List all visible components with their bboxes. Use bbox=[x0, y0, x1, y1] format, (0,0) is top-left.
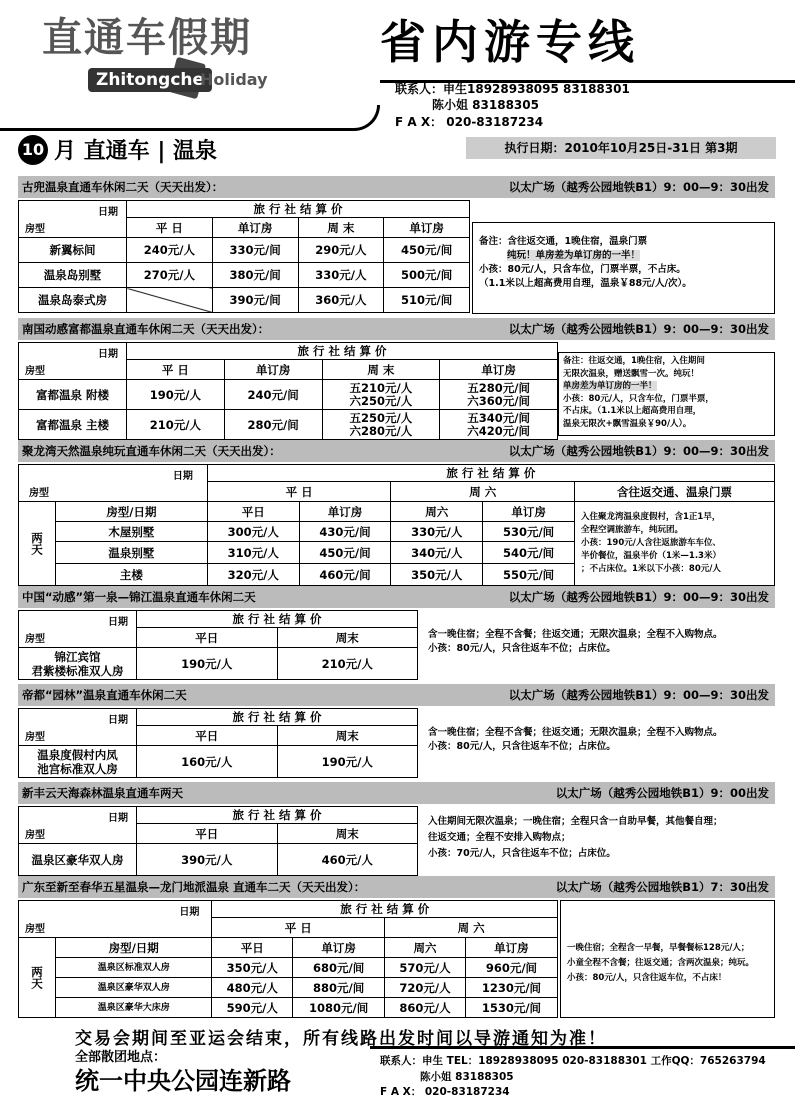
cell: 富都温泉 附楼 bbox=[19, 380, 127, 410]
note-line: 单房差为单订房的一半！ bbox=[563, 381, 657, 391]
settle-header: 旅 行 社 结 算 价 bbox=[137, 709, 418, 726]
room-label: 房型 bbox=[25, 830, 45, 841]
section-depart: 以太广场（越秀公园地铁B1）9：00—9：30出发 bbox=[508, 688, 769, 702]
cell-line: 六280元/人 bbox=[349, 423, 413, 438]
settle-header: 旅 行 社 结 算 价 bbox=[207, 465, 774, 482]
cell: 300元/人 bbox=[207, 522, 299, 542]
cell: 210元/人 bbox=[277, 648, 418, 680]
col-header: 周末 bbox=[277, 726, 418, 746]
cell: 温泉区豪华双人房 bbox=[19, 844, 137, 876]
cell: 周六 bbox=[385, 938, 466, 958]
section-header bbox=[18, 684, 775, 706]
settle-header: 旅 行 社 结 算 价 bbox=[212, 901, 558, 918]
room-label: 房型 bbox=[29, 488, 49, 499]
footer-divider bbox=[370, 1046, 795, 1049]
section-header bbox=[18, 440, 775, 462]
cell: 290元/人 bbox=[298, 238, 384, 263]
cell: 190元/人 bbox=[277, 746, 418, 778]
cell: 房型/日期 bbox=[56, 502, 208, 522]
note-line: 小孩：190元/人含往返旅游车车位、 bbox=[581, 538, 721, 548]
note-line: 含一晚住宿；全程不含餐；往返交通；无限次温泉；全程不入购物点。 bbox=[428, 629, 723, 640]
footer-contact-1: 联系人：申生 TEL：18928938095 020-83188301 工作QQ：765263794 bbox=[380, 1055, 766, 1067]
cell-line: 五280元/间 bbox=[467, 380, 530, 395]
cell: 温泉区豪华大床房 bbox=[56, 998, 212, 1018]
cell: 温泉岛泰式房 bbox=[19, 288, 127, 313]
section-title: 新丰云天海森林温泉直通车两天 bbox=[22, 786, 183, 800]
table-row bbox=[19, 380, 558, 410]
cell: 平日 bbox=[207, 502, 299, 522]
note-line: 小孩：80元/人，只含车位，门票半票，不占床。 bbox=[479, 264, 686, 275]
col-header: 周 六 bbox=[391, 482, 575, 502]
cell-line: 君紫楼标准双人房 bbox=[31, 663, 124, 678]
col-header: 周 末 bbox=[298, 218, 384, 238]
fax: F A X： 020-83187234 bbox=[395, 115, 544, 129]
month-label: 月 直通车 | 温泉 bbox=[54, 139, 218, 164]
cell: 210元/人 bbox=[127, 410, 225, 440]
price-table bbox=[18, 708, 418, 778]
note-line: 温泉无限次+飘雪温泉￥90/人）。 bbox=[563, 418, 692, 429]
section-jinjiang bbox=[18, 586, 775, 680]
cell: 单订房 bbox=[299, 502, 391, 522]
note-line: 无限次温泉，赠送飘雪一次。纯玩！ bbox=[563, 368, 700, 379]
cell: 460元/间 bbox=[299, 564, 391, 586]
note-box bbox=[558, 352, 775, 436]
date-label: 日期 bbox=[179, 907, 200, 918]
room-label: 房型 bbox=[25, 366, 45, 377]
section-title: 南国动感富都温泉直通车休闲二天（天天出发）： bbox=[22, 322, 270, 336]
cell: 450元/间 bbox=[299, 542, 391, 564]
cell bbox=[322, 410, 440, 440]
col-header: 单订房 bbox=[440, 360, 558, 380]
cell: 450元/间 bbox=[384, 238, 470, 263]
table-row bbox=[19, 938, 558, 958]
cell bbox=[440, 410, 558, 440]
cell: 360元/人 bbox=[298, 288, 384, 313]
section-title: 聚龙湾天然温泉纯玩直通车休闲二天（天天出发）： bbox=[22, 444, 281, 458]
cell: 430元/间 bbox=[299, 522, 391, 542]
settle-header: 旅 行 社 结 算 价 bbox=[127, 343, 558, 360]
note-box bbox=[472, 222, 775, 314]
header-corner bbox=[19, 709, 137, 746]
note-line: 小孩：80元/人，只含往返车不位；占床位。 bbox=[428, 741, 616, 752]
date-label: 日期 bbox=[108, 617, 128, 628]
settle-header: 旅 行 社 结 算 价 bbox=[137, 807, 418, 824]
footer-fax: F A X： 020-83187234 bbox=[380, 1086, 510, 1098]
col-header: 周 六 bbox=[385, 918, 558, 938]
date-label: 日期 bbox=[108, 813, 128, 824]
cell: 富都温泉 主楼 bbox=[19, 410, 127, 440]
table-row bbox=[19, 958, 558, 978]
section-didu bbox=[18, 684, 775, 778]
price-table bbox=[18, 200, 470, 313]
cell: 190元/人 bbox=[127, 380, 225, 410]
two-days-label: 两天 bbox=[19, 502, 56, 586]
cell: 平日 bbox=[212, 938, 293, 958]
cell: 530元/间 bbox=[483, 522, 575, 542]
price-table bbox=[18, 806, 418, 876]
note-line: 含一晚住宿；全程不含餐；往返交通；无限次温泉；全程不入购物点。 bbox=[428, 727, 723, 738]
date-label: 日期 bbox=[108, 715, 128, 726]
header-corner bbox=[19, 807, 137, 844]
section-fudu bbox=[18, 318, 775, 440]
cell: 540元/间 bbox=[483, 542, 575, 564]
price-table bbox=[18, 342, 558, 440]
note-box bbox=[422, 806, 775, 872]
date-label: 日期 bbox=[98, 207, 118, 218]
settle-header: 旅 行 社 结 算 价 bbox=[127, 201, 470, 218]
note-line: 小孩：80元/人，只含往返车位，不占床！ bbox=[567, 973, 727, 983]
brand-logo: 直通车假期 bbox=[42, 15, 252, 61]
cell: 1230元/间 bbox=[465, 978, 557, 998]
section-gudou bbox=[18, 176, 775, 313]
cell: 330元/人 bbox=[391, 522, 483, 542]
cell: 320元/人 bbox=[207, 564, 299, 586]
swoosh bbox=[0, 105, 380, 131]
brand-en-1: Zhitongche bbox=[88, 68, 212, 92]
cell: 主楼 bbox=[56, 564, 208, 586]
cell: 1530元/间 bbox=[465, 998, 557, 1018]
cell: 280元/间 bbox=[224, 410, 322, 440]
col-header: 平 日 bbox=[207, 482, 391, 502]
col-header: 平日 bbox=[137, 628, 278, 648]
cell: 240元/间 bbox=[224, 380, 322, 410]
cell: 460元/人 bbox=[277, 844, 418, 876]
table-row bbox=[19, 648, 418, 680]
cell: 单订房 bbox=[465, 938, 557, 958]
footer-message: 交易会期间至亚运会结束，所有线路出发时间以导游通知为准！ bbox=[75, 1029, 607, 1049]
two-days-label: 两天 bbox=[19, 938, 56, 1018]
room-label: 房型 bbox=[25, 924, 45, 935]
note-line: 小童全程不含餐；往返交通；含两次温泉；纯玩。 bbox=[567, 958, 755, 968]
header-corner bbox=[19, 343, 127, 380]
section-depart: 以太广场（越秀公园地铁B1）9：00—9：30出发 bbox=[508, 590, 769, 604]
cell: 340元/人 bbox=[391, 542, 483, 564]
section-header bbox=[18, 176, 775, 198]
cell: 390元/间 bbox=[212, 288, 298, 313]
section-header bbox=[18, 876, 775, 898]
room-label: 房型 bbox=[25, 732, 45, 743]
table-row bbox=[19, 410, 558, 440]
table-row bbox=[19, 844, 418, 876]
cell: 310元/人 bbox=[207, 542, 299, 564]
section-depart: 以太广场（越秀公园地铁B1）9：00—9：30出发 bbox=[508, 180, 769, 194]
cell: 350元/人 bbox=[391, 564, 483, 586]
cell: 570元/人 bbox=[385, 958, 466, 978]
table-row bbox=[19, 998, 558, 1018]
room-label: 房型 bbox=[25, 634, 45, 645]
cell: 550元/间 bbox=[483, 564, 575, 586]
cell: 960元/间 bbox=[465, 958, 557, 978]
header-corner bbox=[19, 901, 212, 938]
table-row bbox=[19, 238, 470, 263]
table-row bbox=[19, 288, 470, 313]
date-label: 日期 bbox=[98, 349, 118, 360]
meet-label: 全部散团地点： bbox=[75, 1050, 167, 1065]
section-title: 古兜温泉直通车休闲二天（天天出发）： bbox=[22, 180, 224, 194]
exec-date: 执行日期：2010年10月25日-31日 第3期 bbox=[466, 137, 776, 159]
note-line: 小孩：80元/人，只含车位，门票半票， bbox=[563, 393, 714, 404]
section-julongwan bbox=[18, 440, 775, 586]
cell: 温泉区豪华双人房 bbox=[56, 978, 212, 998]
cell: 190元/人 bbox=[137, 648, 278, 680]
note-line: 全程空调旅游车，纯玩团。 bbox=[581, 525, 684, 535]
cell: 1080元/间 bbox=[293, 998, 385, 1018]
cell: 新翼标间 bbox=[19, 238, 127, 263]
col-header: 平 日 bbox=[212, 918, 385, 938]
col-header: 周 末 bbox=[322, 360, 440, 380]
col-header: 平日 bbox=[137, 726, 278, 746]
cell-line: 五250元/人 bbox=[349, 410, 413, 425]
date-label: 日期 bbox=[172, 471, 193, 482]
note-line: 小孩：80元/人，只含往返车不位；占床位。 bbox=[428, 643, 616, 654]
section-xinfeng bbox=[18, 782, 775, 876]
col-header: 平 日 bbox=[127, 360, 225, 380]
headline: 省内游专线 bbox=[380, 15, 640, 69]
table-row bbox=[19, 978, 558, 998]
cell-line: 六420元/间 bbox=[467, 423, 530, 438]
note-line: 半价餐位，温泉半价（1米—1.3米） bbox=[581, 551, 721, 561]
room-label: 房型 bbox=[25, 224, 45, 235]
cell: 温泉别墅 bbox=[56, 542, 208, 564]
note-line: 入住期间无限次温泉；一晚住宿；全程只含一自助早餐，其他餐自理； bbox=[428, 816, 723, 827]
note-line: 小孩：70元/人，只含往返车不位；占床位。 bbox=[428, 848, 616, 859]
cell: 单订房 bbox=[483, 502, 575, 522]
brand-en-2: Holiday bbox=[200, 70, 268, 89]
section-title: 广东至新至春华五星温泉—龙门地派温泉 直通车二天（天天出发）： bbox=[22, 880, 366, 894]
section-depart: 以太广场（越秀公园地铁B1）9：00出发 bbox=[555, 786, 769, 800]
header-corner bbox=[19, 201, 127, 238]
cell bbox=[440, 380, 558, 410]
cell: 周六 bbox=[391, 502, 483, 522]
col-header: 周末 bbox=[277, 824, 418, 844]
cell: 380元/间 bbox=[212, 263, 298, 288]
note-line: 不占床。（1.1米以上超高费用自理， bbox=[563, 406, 702, 416]
table-row bbox=[19, 502, 775, 522]
note-cell bbox=[575, 502, 775, 586]
cell: 390元/人 bbox=[137, 844, 278, 876]
note-line: 往返交通；全程不安排入购物点； bbox=[428, 832, 571, 843]
section-depart: 以太广场（越秀公园地铁B1）7：30出发 bbox=[555, 880, 769, 894]
cell: 240元/人 bbox=[127, 238, 213, 263]
cell-line: 锦江宾馆 bbox=[54, 649, 101, 664]
cell: 500元/间 bbox=[384, 263, 470, 288]
month-title bbox=[18, 134, 217, 165]
cell: 720元/人 bbox=[385, 978, 466, 998]
cell: 木屋别墅 bbox=[56, 522, 208, 542]
col-header: 周末 bbox=[277, 628, 418, 648]
table-row bbox=[19, 263, 470, 288]
section-title: 帝都“园林”温泉直通车休闲二天 bbox=[22, 688, 187, 702]
note-box bbox=[422, 610, 775, 676]
col-header: 单订房 bbox=[384, 218, 470, 238]
cell: 680元/间 bbox=[293, 958, 385, 978]
cell: 270元/人 bbox=[127, 263, 213, 288]
col-header: 平日 bbox=[137, 824, 278, 844]
cell bbox=[322, 380, 440, 410]
section-depart: 以太广场（越秀公园地铁B1）9：00—9：30出发 bbox=[508, 444, 769, 458]
cell: 160元/人 bbox=[137, 746, 278, 778]
note-box bbox=[560, 900, 775, 1018]
cell: 880元/间 bbox=[293, 978, 385, 998]
contact-1: 联系人：申生18928938095 83188301 bbox=[395, 82, 630, 96]
note-line: （1.1米以上超高费用自理，温泉￥88元/人/次）。 bbox=[479, 278, 692, 289]
section-header bbox=[18, 782, 775, 804]
note-line: 一晚住宿；全程含一早餐，早餐餐标128元/人； bbox=[567, 943, 750, 953]
meet-place: 统一中央公园连新路 bbox=[75, 1067, 291, 1095]
month-number: 10 bbox=[18, 135, 48, 165]
cell: 350元/人 bbox=[212, 958, 293, 978]
header-corner bbox=[19, 465, 208, 502]
cell-line: 六360元/间 bbox=[467, 393, 530, 408]
cell: 单订房 bbox=[293, 938, 385, 958]
section-depart: 以太广场（越秀公园地铁B1）9：00—9：30出发 bbox=[508, 322, 769, 336]
cell-line: 五340元/间 bbox=[467, 410, 530, 425]
cell bbox=[19, 648, 137, 680]
section-chunhua bbox=[18, 876, 775, 1018]
col-header: 含往返交通、温泉门票 bbox=[575, 482, 775, 502]
note-line: 备注：往返交通，1晚住宿，入住期间 bbox=[563, 356, 705, 366]
section-header bbox=[18, 586, 775, 608]
section-title: 中国“动感”第一泉—锦江温泉直通车休闲二天 bbox=[22, 590, 256, 604]
col-header: 单订房 bbox=[212, 218, 298, 238]
price-table bbox=[18, 900, 558, 1018]
note-line: 入住聚龙湾温泉度假村，含1正1早， bbox=[581, 512, 721, 522]
header-corner bbox=[19, 611, 137, 648]
cell: 480元/人 bbox=[212, 978, 293, 998]
note-box bbox=[422, 708, 775, 774]
cell: 330元/间 bbox=[212, 238, 298, 263]
cell: 温泉区标准双人房 bbox=[56, 958, 212, 978]
price-table bbox=[18, 610, 418, 680]
section-header bbox=[18, 318, 775, 340]
table-row bbox=[19, 746, 418, 778]
cell-line: 六250元/人 bbox=[349, 393, 413, 408]
settle-header: 旅 行 社 结 算 价 bbox=[137, 611, 418, 628]
cell: 590元/人 bbox=[212, 998, 293, 1018]
cell: 房型/日期 bbox=[56, 938, 212, 958]
cell-line: 池宫标准双人房 bbox=[37, 761, 118, 776]
note-line: 备注：含往返交通，1晚住宿，温泉门票 bbox=[479, 236, 648, 247]
cell: 330元/人 bbox=[298, 263, 384, 288]
cell: 510元/间 bbox=[384, 288, 470, 313]
contact-2: 陈小姐 83188305 bbox=[432, 98, 539, 112]
col-header: 平 日 bbox=[127, 218, 213, 238]
footer-contact-2: 陈小姐 83188305 bbox=[420, 1071, 514, 1083]
cell: 温泉岛别墅 bbox=[19, 263, 127, 288]
col-header: 单订房 bbox=[224, 360, 322, 380]
price-table bbox=[18, 464, 775, 586]
cell-line: 温泉度假村内凤 bbox=[37, 747, 118, 762]
cell-line: 五210元/人 bbox=[349, 380, 413, 395]
empty-cell bbox=[127, 288, 213, 313]
note-line: ；不占床位。1米以下小孩：80元/人 bbox=[581, 564, 721, 574]
cell: 860元/人 bbox=[385, 998, 466, 1018]
note-line: 纯玩！单房差为单订房的一半！ bbox=[507, 250, 641, 261]
cell bbox=[19, 746, 137, 778]
